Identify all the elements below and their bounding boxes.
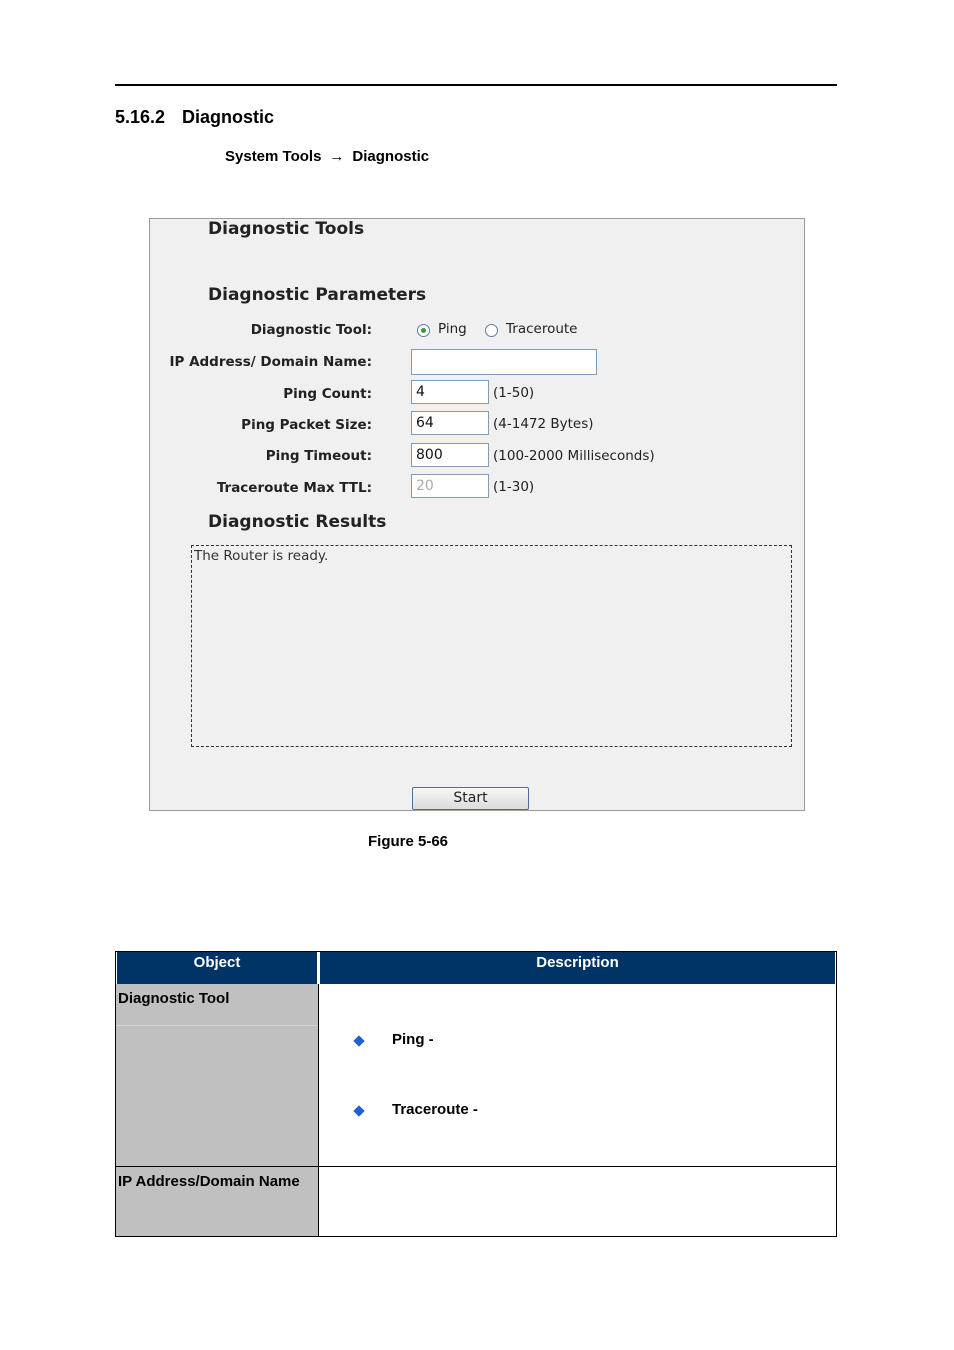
ping-count-input[interactable]: 4 — [411, 380, 489, 404]
packet-size-hint: (4-1472 Bytes) — [493, 416, 594, 432]
ping-count-label: Ping Count: — [283, 386, 372, 402]
results-heading: Diagnostic Results — [208, 512, 387, 532]
table-row-description — [318, 984, 836, 1166]
bullet-icon — [353, 1105, 364, 1116]
traceroute-radio[interactable] — [485, 324, 498, 337]
top-rule — [115, 84, 837, 86]
description-table — [115, 951, 837, 1237]
figure-caption: Figure 5-66 — [368, 833, 449, 850]
breadcrumb-parent: System Tools — [225, 148, 322, 165]
packet-size-input[interactable]: 64 — [411, 411, 489, 435]
section-number: 5.16.2 — [115, 107, 166, 127]
table-row-object — [116, 984, 318, 1166]
ttl-input[interactable]: 20 — [411, 474, 489, 498]
cell-divider — [116, 1025, 318, 1026]
ip-domain-input[interactable] — [411, 349, 597, 375]
ping-radio-label[interactable]: Ping — [438, 321, 467, 337]
header-description: Description — [320, 952, 835, 984]
section-title: Diagnostic — [182, 107, 275, 127]
object-ip-domain: IP Address/Domain Name — [118, 1173, 300, 1190]
params-heading: Diagnostic Parameters — [208, 285, 427, 305]
results-text: The Router is ready. — [194, 548, 329, 564]
traceroute-radio-label[interactable]: Traceroute — [506, 321, 578, 337]
table-row-object — [116, 1167, 318, 1236]
breadcrumb-current: Diagnostic — [352, 148, 430, 165]
diagnostic-panel — [149, 218, 805, 811]
tool-label: Diagnostic Tool: — [250, 322, 372, 338]
bullet-ping: Ping - — [392, 1031, 434, 1048]
ttl-label: Traceroute Max TTL: — [216, 480, 372, 496]
timeout-hint: (100-2000 Milliseconds) — [493, 448, 655, 464]
packet-size-label: Ping Packet Size: — [241, 417, 372, 433]
ip-label: IP Address/ Domain Name: — [169, 354, 372, 370]
bullet-icon — [353, 1035, 364, 1046]
radio-selected-dot — [421, 328, 426, 333]
ttl-hint: (1-30) — [493, 479, 535, 495]
section-heading — [115, 107, 274, 128]
timeout-label: Ping Timeout: — [265, 448, 372, 464]
start-button[interactable]: Start — [412, 787, 529, 810]
timeout-input[interactable]: 800 — [411, 443, 489, 467]
breadcrumb — [225, 148, 429, 165]
arrow-right-icon: → — [329, 148, 345, 165]
object-diagnostic-tool: Diagnostic Tool — [118, 990, 230, 1007]
table-row-description — [318, 1167, 836, 1236]
panel-title: Diagnostic Tools — [208, 219, 365, 239]
bullet-traceroute: Traceroute - — [392, 1101, 478, 1118]
ping-radio[interactable] — [417, 324, 430, 337]
header-object: Object — [117, 952, 317, 984]
results-box — [191, 545, 792, 747]
ping-count-hint: (1-50) — [493, 385, 535, 401]
